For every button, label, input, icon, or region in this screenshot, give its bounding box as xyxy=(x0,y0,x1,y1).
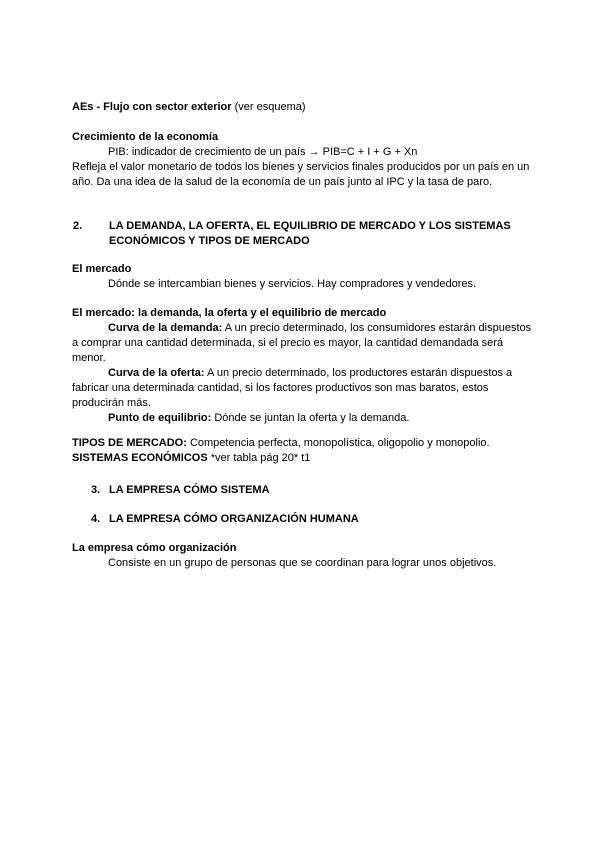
aes-note: (ver esquema) xyxy=(234,101,306,113)
section-3-line xyxy=(91,483,531,498)
aes-line xyxy=(72,100,532,115)
oferta-label: Curva de la oferta: xyxy=(108,367,205,379)
mercado-demanda-heading: El mercado: la demanda, la oferta y el equilibrio de mercado xyxy=(72,307,387,319)
crecimiento-section xyxy=(72,130,532,190)
section-3-number: 3. xyxy=(91,484,101,496)
section-4-title: LA EMPRESA CÓMO ORGANIZACIÓN HUMANA xyxy=(109,513,359,525)
tipos-section xyxy=(72,436,532,466)
section-2-title: LA DEMANDA, LA OFERTA, EL EQUILIBRIO DE MERCADO Y LOS SISTEMAS ECONÓMICOS Y TIPOS DE MERCADO xyxy=(109,220,511,247)
mercado-heading: El mercado xyxy=(72,263,132,275)
mercado-text: Dónde se intercambian bienes y servicios. Hay compradores y vendedores. xyxy=(108,278,477,290)
sistemas-line xyxy=(72,451,532,466)
section-3-title: LA EMPRESA CÓMO SISTEMA xyxy=(109,484,270,496)
mercado-section xyxy=(72,262,532,292)
pib-line: PIB: indicador de crecimiento de un país → PIB=C + I + G + Xn xyxy=(108,146,418,158)
tipos-label: TIPOS DE MERCADO: xyxy=(72,437,187,449)
equilibrio-text: Dónde se juntan la oferta y la demanda. xyxy=(211,412,410,424)
section-2-number: 2. xyxy=(73,220,83,232)
demanda-label: Curva de la demanda: xyxy=(108,322,223,334)
crecimiento-heading: Crecimiento de la economía xyxy=(72,131,219,143)
demanda-paragraph xyxy=(72,321,532,366)
crecimiento-paragraph: Refleja el valor monetario de todos los bienes y servicios finales producidos por un país en un año. Da una idea de la salud de la economía de un país junto al IPC y la tasa de paro. xyxy=(72,161,530,188)
tipos-text: Competencia perfecta, monopolística, oligopolio y monopolio. xyxy=(186,437,490,449)
section-2-heading xyxy=(73,219,531,249)
section-4-number: 4. xyxy=(91,513,101,525)
equilibrio-label: Punto de equilibrio: xyxy=(108,412,212,424)
tipos-line xyxy=(72,436,532,451)
sistemas-label: SISTEMAS ECONÓMICOS xyxy=(72,452,208,464)
mercado-demanda-section xyxy=(72,306,532,426)
equilibrio-paragraph xyxy=(72,411,532,426)
aes-section xyxy=(72,100,532,115)
section-4-heading xyxy=(91,512,531,527)
demanda-text: A un precio determinado, los consumidores estarán dispuestos a comprar una cantidad determinada, si el precio es mayor, la cantidad demandada será menor. xyxy=(72,322,532,364)
empresa-section xyxy=(72,541,532,571)
section-3-heading xyxy=(91,483,531,498)
empresa-heading: La empresa cómo organización xyxy=(72,542,237,554)
aes-heading: AEs - Flujo con sector exterior xyxy=(72,101,232,113)
oferta-paragraph xyxy=(72,366,532,411)
empresa-text: Consiste en un grupo de personas que se coordinan para lograr unos objetivos. xyxy=(108,557,497,569)
section-2-line xyxy=(73,219,531,249)
section-4-line xyxy=(91,512,531,527)
oferta-text: A un precio determinado, los productores estarán dispuestos a fabricar una determinada cantidad, si los factores productivos son mas baratos, estos producirán más. xyxy=(72,367,513,409)
sistemas-text: *ver tabla pág 20* t1 xyxy=(207,452,311,464)
